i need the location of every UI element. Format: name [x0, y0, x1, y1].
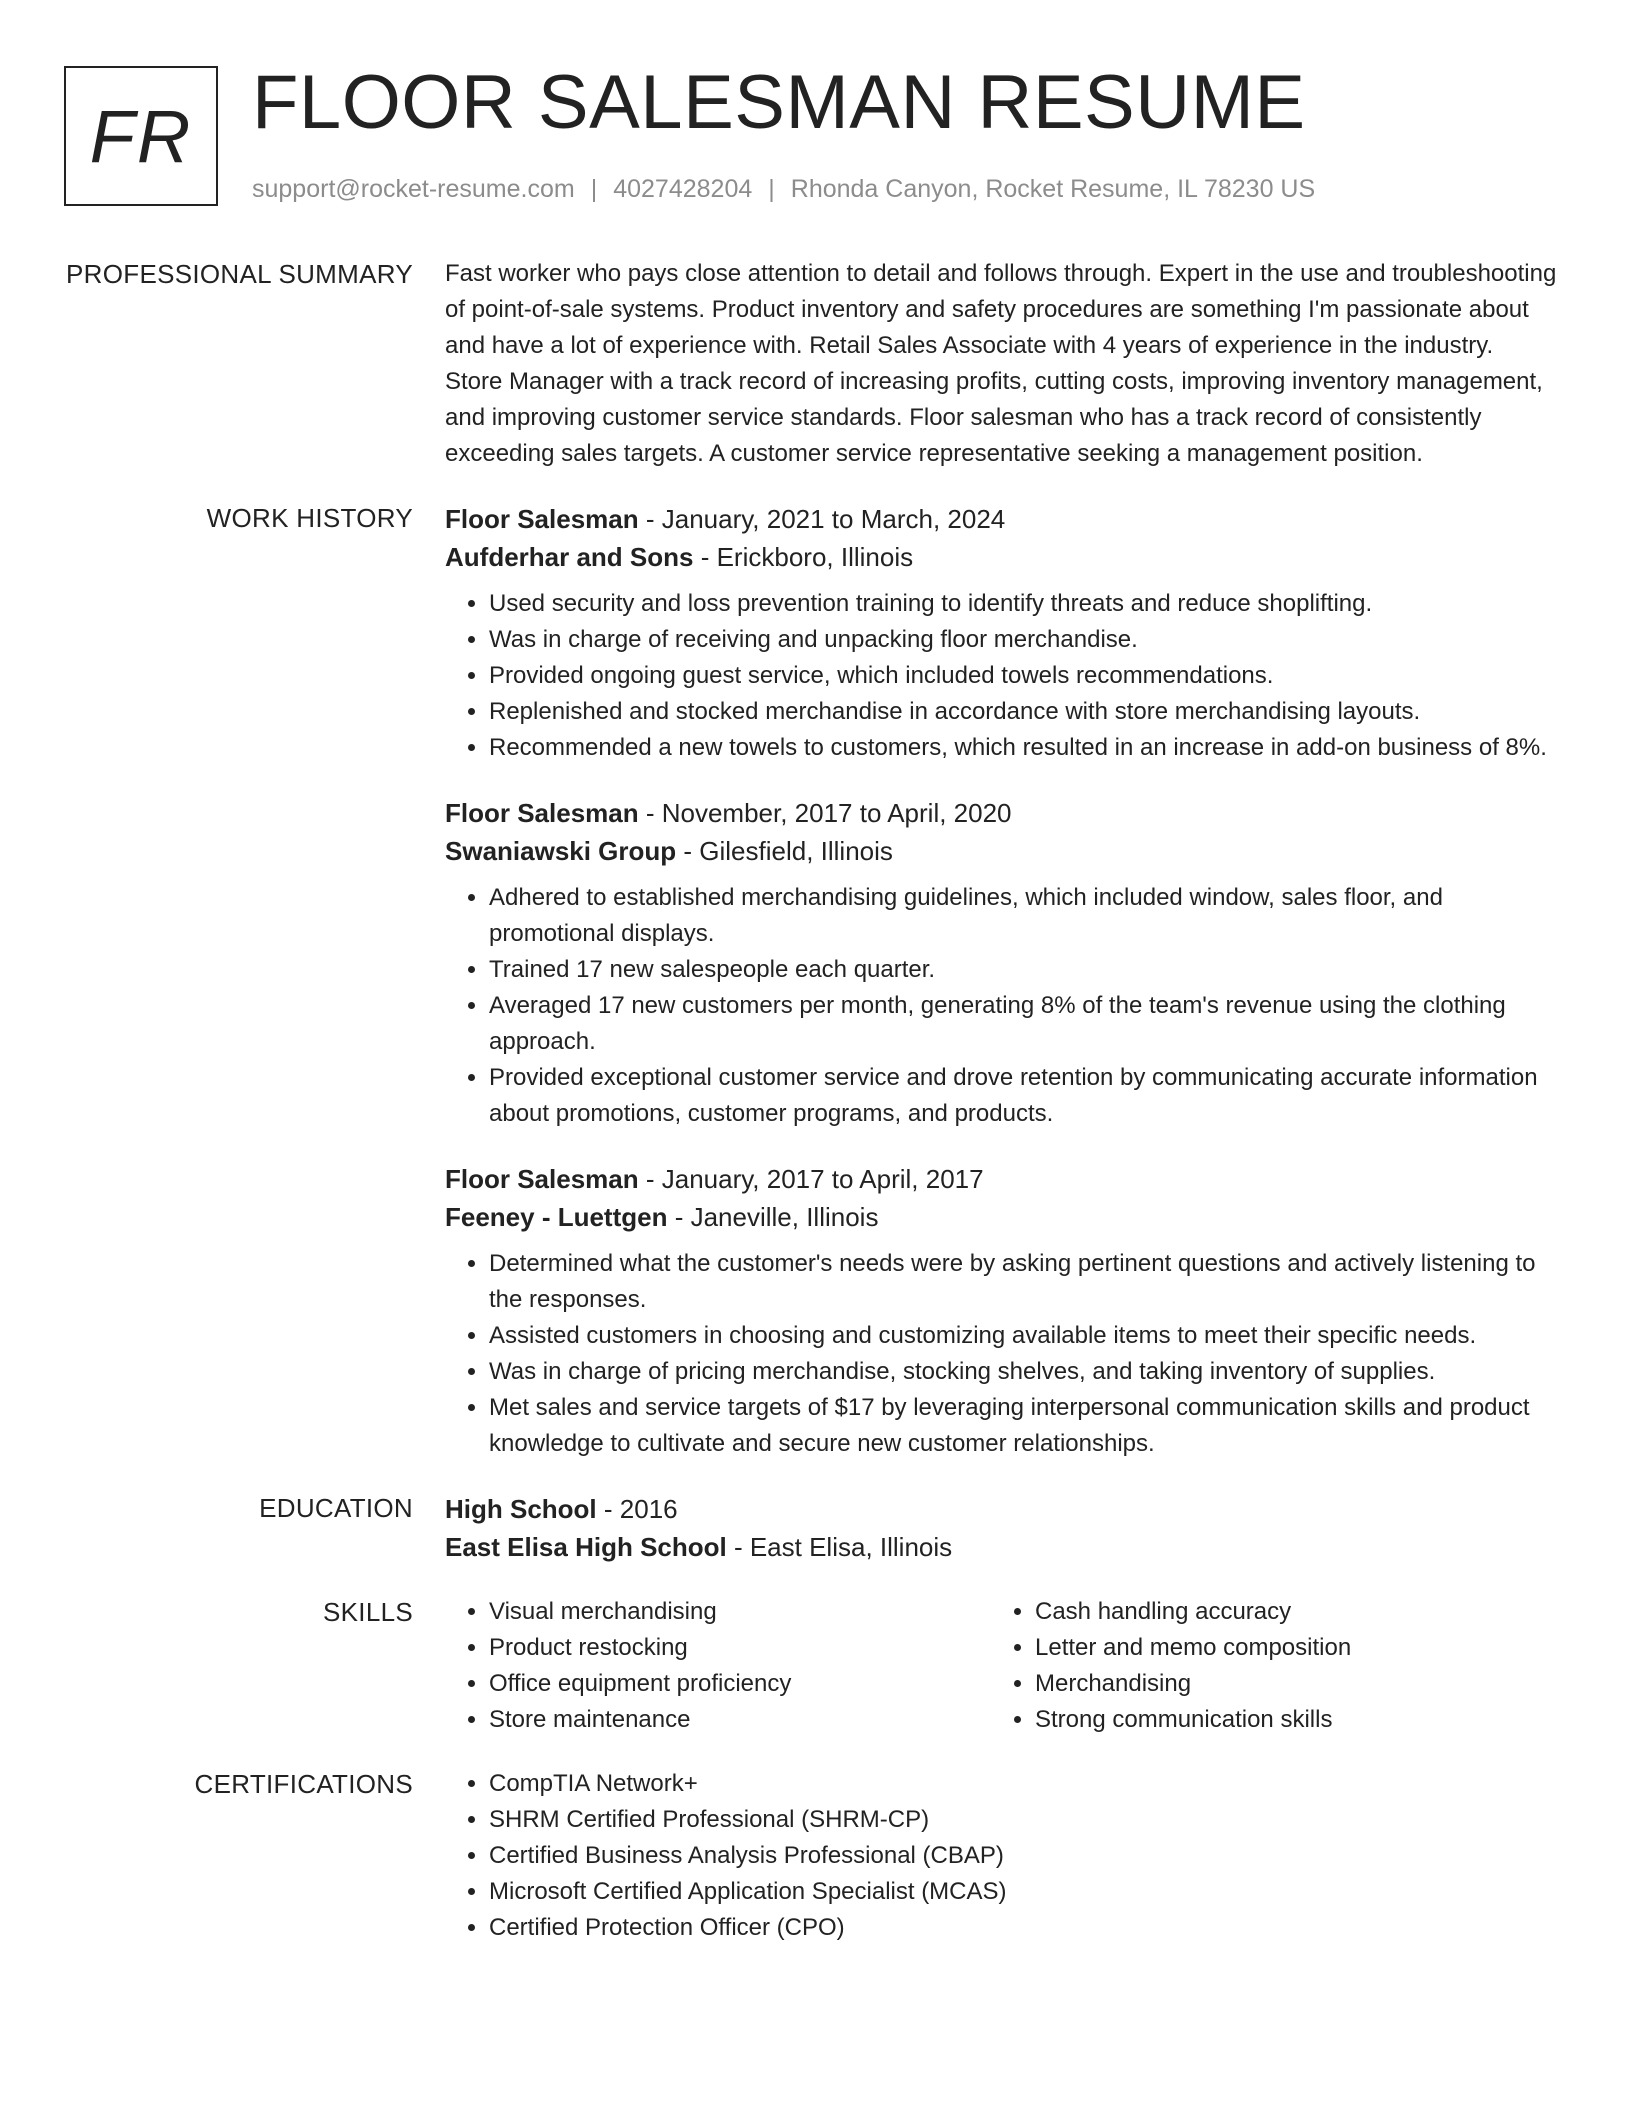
- section-skills: [0, 1594, 1632, 1738]
- skill-item: • Strong communication skills: [1035, 1702, 1537, 1738]
- job-title-line: [445, 1160, 1557, 1198]
- job-title: Floor Salesman: [445, 798, 639, 828]
- contact-line: [252, 172, 1315, 206]
- job-bullet: • Was in charge of pricing merchandise, stocking shelves, and taking inventory of supplies.: [489, 1354, 1557, 1390]
- section-label: EDUCATION: [259, 1493, 413, 1523]
- education-degree-line: [445, 1490, 1557, 1528]
- job-bullet: • Averaged 17 new customers per month, generating 8% of the team's revenue using the clothing approach.: [489, 988, 1557, 1060]
- section-body: [445, 1766, 1557, 1946]
- job-dates: - January, 2017 to April, 2017: [638, 1164, 984, 1194]
- job-company-line: [445, 538, 1557, 576]
- job-location: - Gilesfield, Illinois: [676, 836, 893, 866]
- section-education: [0, 1490, 1632, 1566]
- job-bullet: • Provided exceptional customer service and drove retention by communicating accurate information about promotions, customer programs, and products.: [489, 1060, 1557, 1132]
- job-bullet: • Recommended a new towels to customers, which resulted in an increase in add-on business of 8%.: [489, 730, 1557, 766]
- monogram-logo: FR: [64, 66, 218, 206]
- job-entry: [445, 500, 1557, 766]
- skills-column-right: [991, 1594, 1537, 1738]
- skill-item: • Merchandising: [1035, 1666, 1537, 1702]
- certification-item: • CompTIA Network+: [489, 1766, 1557, 1802]
- education-school: East Elisa High School: [445, 1532, 727, 1562]
- job-title-line: [445, 794, 1557, 832]
- job-bullet: • Met sales and service targets of $17 by leveraging interpersonal communication skills and product knowledge to cultivate and secure new customer relationships.: [489, 1390, 1557, 1462]
- section-body: [445, 1594, 1557, 1738]
- job-bullets: [445, 880, 1557, 1132]
- contact-address: Rhonda Canyon, Rocket Resume, IL 78230 US: [790, 175, 1316, 203]
- certification-item: • Microsoft Certified Application Specialist (MCAS): [489, 1874, 1557, 1910]
- job-bullet: • Adhered to established merchandising guidelines, which included window, sales floor, and promotional displays.: [489, 880, 1557, 952]
- job-company: Aufderhar and Sons: [445, 542, 694, 572]
- job-company: Feeney - Luettgen: [445, 1202, 668, 1232]
- job-bullet: • Assisted customers in choosing and customizing available items to meet their specific needs.: [489, 1318, 1557, 1354]
- section-label: SKILLS: [323, 1597, 413, 1627]
- job-bullet: • Determined what the customer's needs were by asking pertinent questions and actively listening to the responses.: [489, 1246, 1557, 1318]
- job-location: - Janeville, Illinois: [667, 1202, 879, 1232]
- job-bullets: [445, 1246, 1557, 1462]
- education-year: - 2016: [596, 1494, 678, 1524]
- job-bullet: • Was in charge of receiving and unpacking floor merchandise.: [489, 622, 1557, 658]
- job-bullets: [445, 586, 1557, 766]
- job-dates: - January, 2021 to March, 2024: [638, 504, 1006, 534]
- job-bullet: • Trained 17 new salespeople each quarter.: [489, 952, 1557, 988]
- education-school-line: [445, 1528, 1557, 1566]
- skills-grid: [445, 1594, 1557, 1738]
- section-label: WORK HISTORY: [206, 503, 413, 533]
- job-bullet: • Provided ongoing guest service, which included towels recommendations.: [489, 658, 1557, 694]
- skill-item: • Letter and memo composition: [1035, 1630, 1537, 1666]
- certifications-list: [445, 1766, 1557, 1946]
- contact-email: support@rocket-resume.com: [252, 175, 575, 203]
- skill-item: • Store maintenance: [489, 1702, 991, 1738]
- job-dates: - November, 2017 to April, 2020: [638, 798, 1012, 828]
- resume-content: [0, 256, 1632, 1974]
- section-body: [445, 256, 1557, 472]
- education-location: - East Elisa, Illinois: [726, 1532, 953, 1562]
- job-bullet: • Used security and loss prevention training to identify threats and reduce shoplifting.: [489, 586, 1557, 622]
- section-label: PROFESSIONAL SUMMARY: [66, 259, 413, 289]
- job-bullet: • Replenished and stocked merchandise in accordance with store merchandising layouts.: [489, 694, 1557, 730]
- section-professional-summary: [0, 256, 1632, 472]
- skills-column-left: [445, 1594, 991, 1738]
- job-company-line: [445, 1198, 1557, 1236]
- section-label: CERTIFICATIONS: [194, 1769, 413, 1799]
- certification-item: • SHRM Certified Professional (SHRM-CP): [489, 1802, 1557, 1838]
- section-body: [445, 1490, 1557, 1566]
- resume-title: FLOOR SALESMAN RESUME: [252, 60, 1306, 145]
- certification-item: • Certified Protection Officer (CPO): [489, 1910, 1557, 1946]
- job-title: Floor Salesman: [445, 504, 639, 534]
- job-company-line: [445, 832, 1557, 870]
- education-degree: High School: [445, 1494, 597, 1524]
- section-work-history: [0, 500, 1632, 1462]
- contact-separator: |: [590, 175, 598, 203]
- skill-item: • Product restocking: [489, 1630, 991, 1666]
- job-entry: [445, 1160, 1557, 1462]
- job-title: Floor Salesman: [445, 1164, 639, 1194]
- section-certifications: [0, 1766, 1632, 1946]
- contact-separator: |: [768, 175, 775, 203]
- skill-item: • Office equipment proficiency: [489, 1666, 991, 1702]
- contact-phone: 4027428204: [613, 175, 753, 203]
- summary-text: Fast worker who pays close attention to detail and follows through. Expert in the use and troubleshooting of point-of-sale systems. Product inventory and safety procedures are something I'm passionate about and have a lot of experience with. Retail Sales Associate with 4 years of experience in the industry. Store Manager with a track record of increasing profits, cutting costs, improving inventory management, and improving customer service standards. Floor salesman who has a track record of consistently exceeding sales targets. A customer service representative seeking a management position.: [445, 260, 1557, 467]
- certification-item: • Certified Business Analysis Professional (CBAP): [489, 1838, 1557, 1874]
- job-company: Swaniawski Group: [445, 836, 677, 866]
- section-body: [445, 500, 1557, 1462]
- skill-item: • Visual merchandising: [489, 1594, 991, 1630]
- job-entry: [445, 794, 1557, 1132]
- job-location: - Erickboro, Illinois: [693, 542, 914, 572]
- skill-item: • Cash handling accuracy: [1035, 1594, 1537, 1630]
- job-title-line: [445, 500, 1557, 538]
